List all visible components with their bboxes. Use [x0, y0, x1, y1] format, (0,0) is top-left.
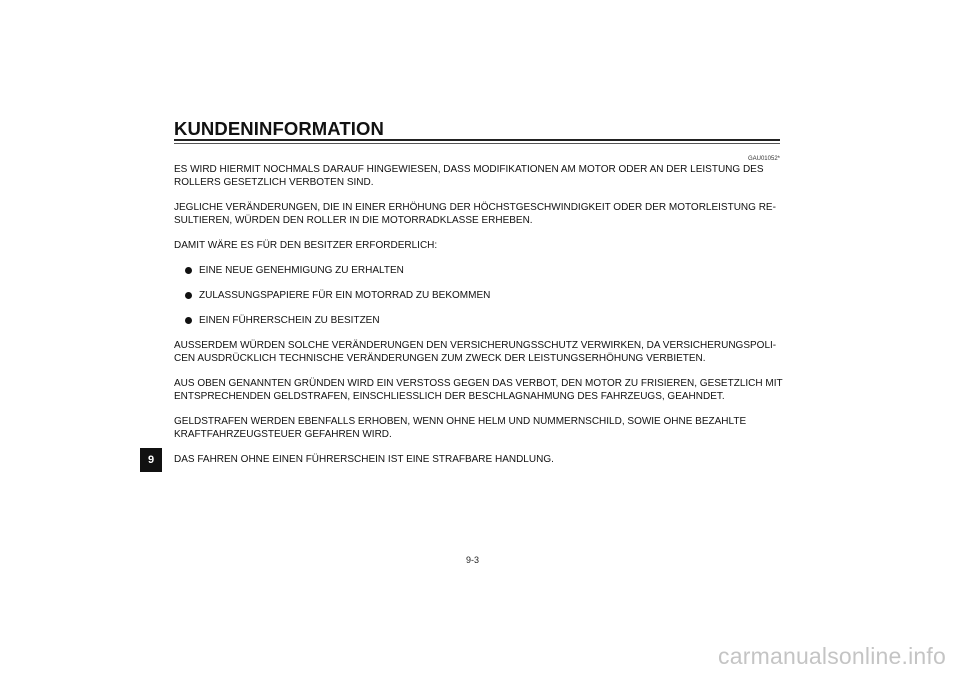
list-item — [185, 314, 784, 327]
list-item-text: EINE NEUE GENEHMIGUNG ZU ERHALTEN — [199, 265, 404, 276]
body-text — [174, 163, 784, 478]
paragraph-fines-helmet: GELDSTRAFEN WERDEN EBENFALLS ERHOBEN, WENN OHNE HELM UND NUMMERNSCHILD, SOWIE OHNE BEZAHLTE KRAFTFAHRZEUGSTEUER GEFAHREN WIRD. — [174, 416, 747, 440]
paragraph-owner-requirements: DAMIT WÄRE ES FÜR DEN BESITZER ERFORDERLICH: — [174, 240, 438, 251]
page-number: 9-3 — [466, 555, 480, 565]
reference-code: GAU01052* — [747, 156, 780, 162]
title-underline-thin — [174, 143, 780, 144]
title-underline-thick — [174, 139, 780, 141]
list-item — [185, 264, 784, 277]
bullet-dot-icon — [185, 267, 192, 274]
watermark: carmanualsonline.info — [718, 643, 946, 669]
bullet-dot-icon — [185, 317, 192, 324]
paragraph-fines-tuning: AUS OBEN GENANNTEN GRÜNDEN WIRD EIN VERSTOSS GEGEN DAS VERBOT, DEN MOTOR ZU FRISIEREN, GESETZLICH MIT ENTSPRECHENDEN GELDSTRAFEN, EINSCHLIESSLICH DER BESCHLAGNAHMUNG DES FAHRZEUGS, GEAHNDET. — [174, 378, 783, 402]
page-title: KUNDENINFORMATION — [174, 118, 384, 139]
bullet-dot-icon — [185, 292, 192, 299]
paragraph-insurance: AUSSERDEM WÜRDEN SOLCHE VERÄNDERUNGEN DEN VERSICHERUNGSSCHUTZ VERWIRKEN, DA VERSICHERUNGSPOLI-CEN AUSDRÜCKLICH TECHNISCHE VERÄNDERUNGEN ZUM ZWECK DER LEISTUNGSERHÖHUNG VERBIETEN. — [174, 340, 777, 364]
paragraph-license-offense: DAS FAHREN OHNE EINEN FÜHRERSCHEIN IST EINE STRAFBARE HANDLUNG. — [174, 454, 554, 465]
list-item-text: EINEN FÜHRERSCHEIN ZU BESITZEN — [199, 315, 380, 326]
paragraph-motorcycle-class: JEGLICHE VERÄNDERUNGEN, DIE IN EINER ERHÖHUNG DER HÖCHSTGESCHWINDIGKEIT ODER DER MOTORLEISTUNG RE-SULTIEREN, WÜRDEN DEN ROLLER IN DIE MOTORRADKLASSE ERHEBEN. — [174, 202, 776, 226]
chapter-tab: 9 — [140, 448, 162, 472]
list-item-text: ZULASSUNGSPAPIERE FÜR EIN MOTORRAD ZU BEKOMMEN — [199, 290, 491, 301]
requirements-list — [174, 264, 784, 327]
list-item — [185, 289, 784, 302]
paragraph-modifications-prohibited: ES WIRD HIERMIT NOCHMALS DARAUF HINGEWIESEN, DASS MODIFIKATIONEN AM MOTOR ODER AN DER LEISTUNG DES ROLLERS GESETZLICH VERBOTEN SIND. — [174, 164, 764, 188]
